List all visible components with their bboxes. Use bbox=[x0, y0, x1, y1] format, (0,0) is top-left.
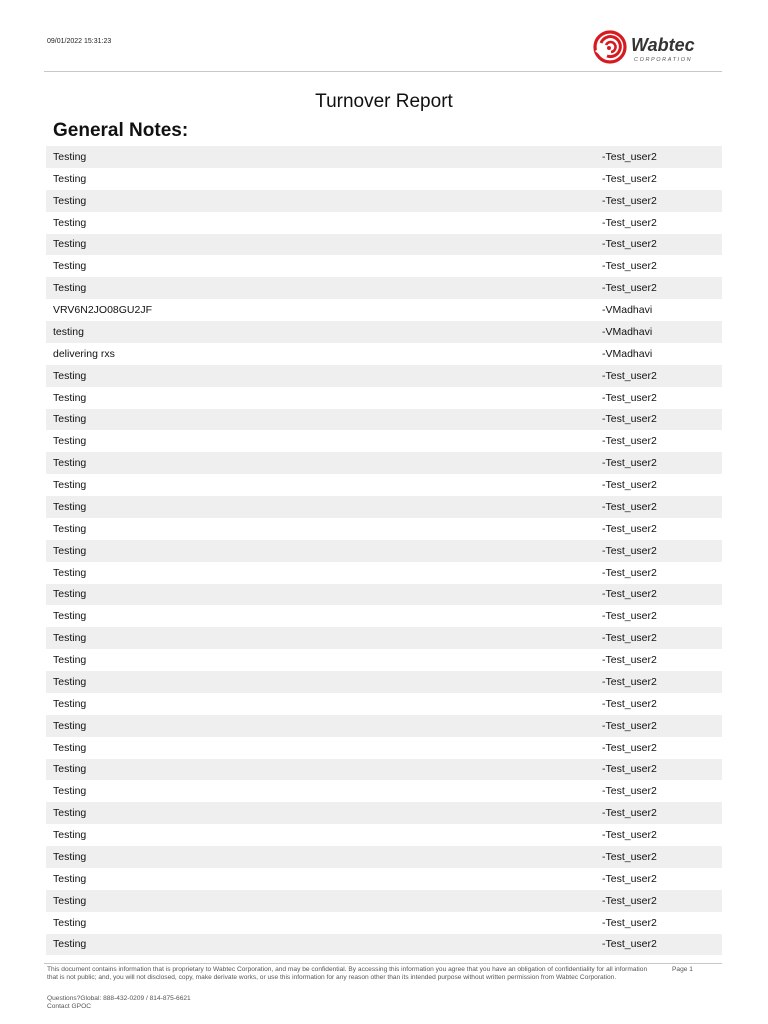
note-text: Testing bbox=[53, 172, 87, 185]
wabtec-logo bbox=[592, 29, 722, 67]
note-row bbox=[46, 365, 722, 387]
note-text: Testing bbox=[53, 566, 87, 579]
note-text: Testing bbox=[53, 916, 87, 929]
note-row bbox=[46, 168, 722, 190]
note-author: -Test_user2 bbox=[602, 479, 657, 492]
note-author: -Test_user2 bbox=[602, 741, 657, 754]
note-row bbox=[46, 277, 722, 299]
note-text: Testing bbox=[53, 938, 87, 951]
note-text: Testing bbox=[53, 807, 87, 820]
note-row bbox=[46, 890, 722, 912]
note-author: -Test_user2 bbox=[602, 697, 657, 710]
note-author: -Test_user2 bbox=[602, 391, 657, 404]
note-row bbox=[46, 737, 722, 759]
note-row bbox=[46, 387, 722, 409]
note-author: -Test_user2 bbox=[602, 610, 657, 623]
confidentiality-disclaimer: This document contains information that is proprietary to Wabtec Corporation, and may be confidential. By accessing this information you agree that you have an obligation of confidentiality for all information that is not public; and, you will not disclosed, copy, make derivate works, or use this information for any reason other than its intended purpose without written permission from Wabtec Corporation. bbox=[47, 966, 648, 981]
note-row bbox=[46, 518, 722, 540]
note-row bbox=[46, 846, 722, 868]
note-author: -Test_user2 bbox=[602, 894, 657, 907]
note-text: Testing bbox=[53, 522, 87, 535]
note-row bbox=[46, 715, 722, 737]
note-author: -Test_user2 bbox=[602, 938, 657, 951]
note-text: Testing bbox=[53, 872, 87, 885]
note-text: Testing bbox=[53, 829, 87, 842]
note-text: Testing bbox=[53, 479, 87, 492]
note-author: -Test_user2 bbox=[602, 435, 657, 448]
note-author: -Test_user2 bbox=[602, 150, 657, 163]
note-row bbox=[46, 802, 722, 824]
note-text: Testing bbox=[53, 391, 87, 404]
note-row bbox=[46, 212, 722, 234]
note-author: -Test_user2 bbox=[602, 500, 657, 513]
note-row bbox=[46, 780, 722, 802]
note-row bbox=[46, 409, 722, 431]
note-row bbox=[46, 627, 722, 649]
report-timestamp: 09/01/2022 15:31:23 bbox=[47, 38, 112, 45]
note-author: -Test_user2 bbox=[602, 566, 657, 579]
note-author: -Test_user2 bbox=[602, 369, 657, 382]
note-row bbox=[46, 605, 722, 627]
note-author: -Test_user2 bbox=[602, 522, 657, 535]
note-author: -Test_user2 bbox=[602, 829, 657, 842]
note-text: delivering rxs bbox=[53, 347, 115, 360]
note-row bbox=[46, 934, 722, 956]
note-author: -Test_user2 bbox=[602, 282, 657, 295]
note-row bbox=[46, 649, 722, 671]
note-row bbox=[46, 343, 722, 365]
note-row bbox=[46, 693, 722, 715]
note-text: Testing bbox=[53, 194, 87, 207]
note-row bbox=[46, 671, 722, 693]
note-author: -Test_user2 bbox=[602, 675, 657, 688]
general-notes-list bbox=[46, 146, 722, 955]
note-text: Testing bbox=[53, 588, 87, 601]
note-author: -Test_user2 bbox=[602, 260, 657, 273]
note-author: -Test_user2 bbox=[602, 457, 657, 470]
logo-subtext: CORPORATION bbox=[634, 57, 693, 63]
note-row bbox=[46, 496, 722, 518]
note-text: Testing bbox=[53, 544, 87, 557]
note-text: Testing bbox=[53, 150, 87, 163]
note-row bbox=[46, 474, 722, 496]
note-row bbox=[46, 255, 722, 277]
note-author: -VMadhavi bbox=[602, 304, 653, 317]
wabtec-swirl-logo-icon bbox=[592, 29, 722, 67]
note-text: testing bbox=[53, 325, 84, 338]
note-row bbox=[46, 584, 722, 606]
note-text: Testing bbox=[53, 675, 87, 688]
note-text: Testing bbox=[53, 413, 87, 426]
note-author: -Test_user2 bbox=[602, 216, 657, 229]
note-row bbox=[46, 146, 722, 168]
note-row bbox=[46, 759, 722, 781]
note-author: -VMadhavi bbox=[602, 325, 653, 338]
note-row bbox=[46, 190, 722, 212]
note-author: -Test_user2 bbox=[602, 544, 657, 557]
note-author: -Test_user2 bbox=[602, 172, 657, 185]
header-divider bbox=[44, 71, 722, 72]
note-text: Testing bbox=[53, 260, 87, 273]
note-author: -Test_user2 bbox=[602, 238, 657, 251]
note-author: -Test_user2 bbox=[602, 807, 657, 820]
note-text: Testing bbox=[53, 763, 87, 776]
support-phone-numbers: Questions?Global: 888-432-0209 / 814-875-6621 bbox=[47, 995, 191, 1002]
report-title: Turnover Report bbox=[315, 91, 453, 112]
note-author: -Test_user2 bbox=[602, 719, 657, 732]
note-author: -Test_user2 bbox=[602, 872, 657, 885]
note-text: Testing bbox=[53, 719, 87, 732]
note-row bbox=[46, 452, 722, 474]
note-row bbox=[46, 321, 722, 343]
note-author: -Test_user2 bbox=[602, 588, 657, 601]
note-row bbox=[46, 540, 722, 562]
note-text: Testing bbox=[53, 785, 87, 798]
note-text: Testing bbox=[53, 654, 87, 667]
general-notes-heading: General Notes: bbox=[53, 120, 189, 141]
note-text: Testing bbox=[53, 741, 87, 754]
note-author: -VMadhavi bbox=[602, 347, 653, 360]
note-text: Testing bbox=[53, 435, 87, 448]
note-row bbox=[46, 824, 722, 846]
note-row bbox=[46, 234, 722, 256]
note-text: Testing bbox=[53, 282, 87, 295]
note-author: -Test_user2 bbox=[602, 632, 657, 645]
note-text: Testing bbox=[53, 457, 87, 470]
note-text: Testing bbox=[53, 238, 87, 251]
note-author: -Test_user2 bbox=[602, 785, 657, 798]
note-author: -Test_user2 bbox=[602, 654, 657, 667]
note-text: VRV6N2JO08GU2JF bbox=[53, 304, 153, 317]
note-text: Testing bbox=[53, 697, 87, 710]
footer-divider bbox=[44, 963, 722, 964]
note-row bbox=[46, 868, 722, 890]
note-author: -Test_user2 bbox=[602, 763, 657, 776]
note-text: Testing bbox=[53, 216, 87, 229]
note-text: Testing bbox=[53, 610, 87, 623]
note-row bbox=[46, 562, 722, 584]
note-row bbox=[46, 299, 722, 321]
note-text: Testing bbox=[53, 632, 87, 645]
note-text: Testing bbox=[53, 500, 87, 513]
note-author: -Test_user2 bbox=[602, 413, 657, 426]
note-text: Testing bbox=[53, 369, 87, 382]
note-text: Testing bbox=[53, 894, 87, 907]
note-row bbox=[46, 430, 722, 452]
note-author: -Test_user2 bbox=[602, 916, 657, 929]
note-text: Testing bbox=[53, 850, 87, 863]
contact-gpoc: Contact GPOC bbox=[47, 1003, 91, 1010]
note-author: -Test_user2 bbox=[602, 850, 657, 863]
note-row bbox=[46, 912, 722, 934]
note-author: -Test_user2 bbox=[602, 194, 657, 207]
logo-wordmark: Wabtec bbox=[631, 35, 695, 55]
page-number: Page 1 bbox=[672, 966, 693, 973]
